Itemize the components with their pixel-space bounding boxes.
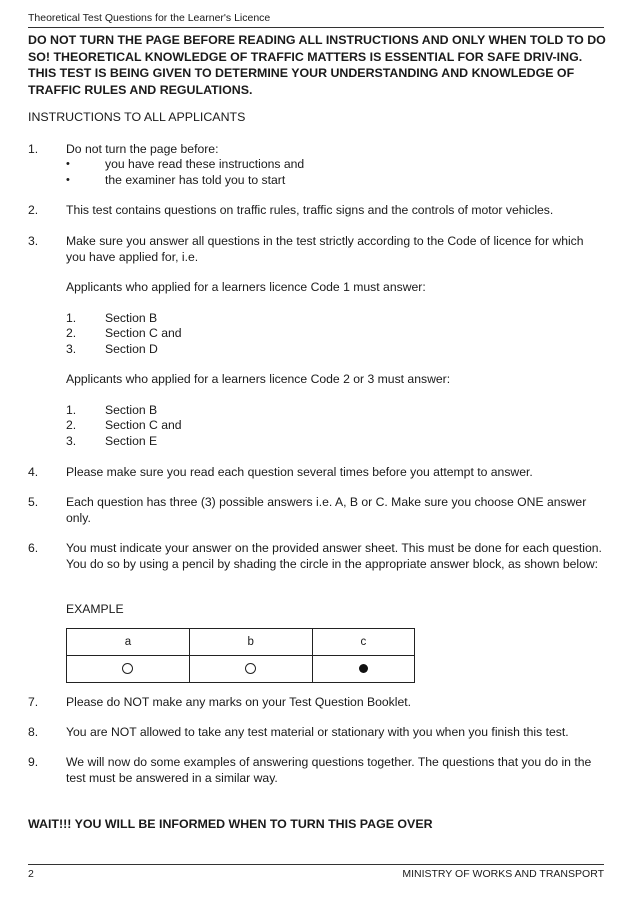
instructions-title: INSTRUCTIONS TO ALL APPLICANTS [28,110,246,124]
code23-list-text: Section B [105,403,158,417]
bullet-1-text: you have read these instructions and [105,157,305,171]
item-1-number: 1. [28,142,39,156]
ministry-name: MINISTRY OF WORKS AND TRANSPORT [402,868,604,880]
example-mark-row [67,656,415,683]
code23-list-number: 1. [66,403,77,417]
item-2-text: This test contains questions on traffic rules, traffic signs and the controls of motor vehicles. [66,203,554,217]
code1-intro: Applicants who applied for a learners licence Code 1 must answer: [66,280,426,294]
item-1-text: Do not turn the page before: [66,142,219,156]
code23-list-text: Section E [105,434,158,448]
empty-circle-icon [245,663,256,674]
item-8-number: 8. [28,725,39,739]
item-5-text: Each question has three (3) possible answers i.e. A, B or C. Make sure you choose ONE answer only. [66,495,587,525]
code23-intro: Applicants who applied for a learners licence Code 2 or 3 must answer: [66,372,451,386]
code23-list-text: Section C and [105,418,182,432]
example-header-c: c [312,629,414,656]
code1-list-number: 1. [66,311,77,325]
example-header-row [67,629,415,656]
page-number: 2 [28,868,34,880]
bullet-2-text: the examiner has told you to start [105,173,286,187]
item-4-number: 4. [28,465,39,479]
bullet-1-mark: • [66,158,70,170]
wait-notice: WAIT!!! YOU WILL BE INFORMED WHEN TO TURN THIS PAGE OVER [28,817,433,831]
shaded-circle-icon [359,664,368,673]
item-7-number: 7. [28,695,39,709]
code1-list-text: Section B [105,311,158,325]
code1-list-text: Section D [105,342,158,356]
example-header-a: a [67,629,190,656]
item-3-number: 3. [28,234,39,248]
code1-list-number: 2. [66,326,77,340]
example-header-b: b [189,629,312,656]
item-6-text: You must indicate your answer on the provided answer sheet. This must be done for each question. You do so by using a pencil by shading the circle in the appropriate answer block, as shown below: [66,541,602,571]
item-4-text: Please make sure you read each question several times before you attempt to answer. [66,465,533,479]
example-mark-b [189,656,312,683]
code1-list-text: Section C and [105,326,182,340]
code23-list-number: 3. [66,434,77,448]
item-2-number: 2. [28,203,39,217]
code23-list-number: 2. [66,418,77,432]
item-8-text: You are NOT allowed to take any test material or stationary with you when you finish this test. [66,725,569,739]
warning-paragraph: DO NOT TURN THE PAGE BEFORE READING ALL INSTRUCTIONS AND ONLY WHEN TOLD TO DO SO! THEORETICAL KNOWLEDGE OF TRAFFIC MATTERS IS ESSENTIAL FOR SAFE DRIV-ING. THIS TEST IS BEING GIVEN TO DETERMINE YOUR UNDERSTANDING AND KNOWLEDGE OF TRAFFIC RULES AND REGULATIONS. [28,33,606,97]
item-6-number: 6. [28,541,39,555]
code1-list-number: 3. [66,342,77,356]
header-rule [28,27,604,28]
item-3-text: Make sure you answer all questions in the test strictly according to the Code of licence for which you have applied for, i.e. [66,234,584,264]
example-mark-a [67,656,190,683]
item-9-number: 9. [28,755,39,769]
empty-circle-icon [122,663,133,674]
example-label: EXAMPLE [66,602,124,616]
item-5-number: 5. [28,495,39,509]
item-9-text: We will now do some examples of answering questions together. The questions that you do in the test must be answered in a similar way. [66,755,592,785]
example-mark-c [312,656,414,683]
footer-rule [28,864,604,865]
bullet-2-mark: • [66,174,70,186]
running-header: Theoretical Test Questions for the Learner's Licence [28,12,271,24]
example-answer-table [66,628,415,683]
item-7-text: Please do NOT make any marks on your Test Question Booklet. [66,695,412,709]
